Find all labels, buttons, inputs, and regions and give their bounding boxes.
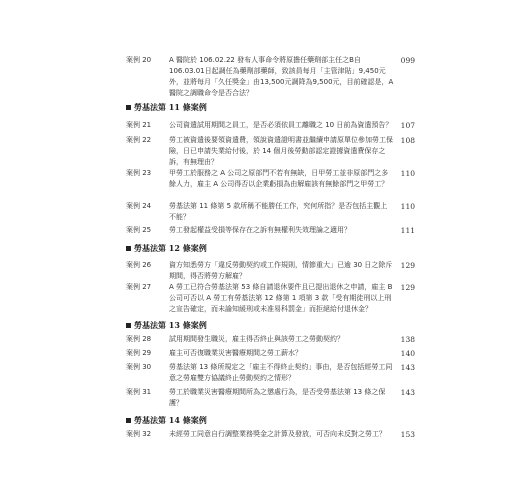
- square-bullet-icon: [126, 105, 131, 110]
- case-question: 未經勞工同意自行調整業務獎金之計算及發放，可否向未反對之勞工？: [169, 430, 386, 438]
- case-entry: [126, 120, 416, 131]
- page-number: 129: [400, 261, 415, 270]
- case-entry: [126, 55, 416, 99]
- page-number: 110: [400, 202, 415, 211]
- square-bullet-icon: [126, 246, 131, 251]
- case-entry: [126, 135, 416, 168]
- case-label: 案例 25: [126, 226, 152, 234]
- case-label: 案例 31: [126, 388, 152, 396]
- square-bullet-icon: [126, 323, 131, 328]
- case-question: A 勞工已符合勞基法第 53 條自請退休要件且已提出退休之申請，雇主 B 公司可否以 A 勞工有勞基法第 12 條第 1 項第 3 款「受有期徒刑以上刑之宣告確定，而未諭知緩刑或未准易科罰金」而拒絕給付退休金？: [169, 283, 393, 313]
- case-label: 案例 30: [126, 363, 152, 371]
- case-question: 勞基法第 11 條第 5 款所稱不能勝任工作，究何所指？是否包括主觀上不能？: [169, 202, 388, 221]
- page-number: 140: [400, 349, 415, 358]
- section-title: 勞基法第 11 條案例: [134, 102, 207, 112]
- page-number: 107: [400, 121, 415, 130]
- page-number: 143: [400, 363, 415, 372]
- case-entry: [126, 225, 416, 236]
- page-number: 111: [400, 226, 415, 235]
- case-label: 案例 27: [126, 283, 152, 291]
- case-label: 案例 23: [126, 169, 152, 177]
- case-question: 試用期間發生職災，雇主得否終止與該勞工之勞動契約？: [169, 335, 344, 343]
- page-number: 138: [400, 335, 415, 344]
- section-heading: [126, 415, 207, 426]
- case-question: 勞工被資遣後要領資遣費，領說資遣證明書並繼續申請原單位參加勞工保險，日已申請失業給付後，於 14 個月後勞動部認定證據資遣費保存之訴，有無理由？: [169, 136, 393, 166]
- case-question: 雇主可否復職業災害醫療期間之勞工薪水？: [169, 349, 302, 357]
- page-number: 143: [400, 388, 415, 397]
- page-number: 129: [400, 283, 415, 292]
- case-question: 勞工發起權益受損等保存在之訴有無權利失效理論之適用？: [169, 226, 351, 234]
- page-number: 099: [400, 56, 415, 65]
- section-heading: [126, 320, 207, 331]
- page-number: 153: [400, 430, 415, 439]
- page-number: 110: [400, 169, 415, 178]
- case-label: 案例 24: [126, 202, 152, 210]
- case-label: 案例 28: [126, 335, 152, 343]
- section-title: 勞基法第 13 條案例: [134, 320, 207, 330]
- case-label: 案例 29: [126, 349, 152, 357]
- case-label: 案例 26: [126, 261, 152, 269]
- page-number: 108: [400, 136, 415, 145]
- case-entry: [126, 387, 416, 409]
- case-entry: [126, 260, 416, 282]
- case-question: A 醫院於 106.02.22 發布人事命令將原擔任藥劑部主任之B自106.03.01日起調任為藥劑部藥師，致該員每月「主管津貼」9,450元外，並將每月「久任獎金」由13,500元調降為9,500元，目前確認是，A醫院之調職命令是否合法？: [169, 56, 394, 97]
- case-question: 勞工於職業災害醫療期間所為之懲處行為，是否受勞基法第 13 條之保護？: [169, 388, 386, 407]
- section-heading: [126, 243, 207, 254]
- case-label: 案例 32: [126, 430, 152, 438]
- square-bullet-icon: [126, 418, 131, 423]
- case-label: 案例 21: [126, 121, 152, 129]
- section-title: 勞基法第 14 條案例: [134, 415, 207, 425]
- case-question: 公司資遣試用期間之員工，是否必須依員工離職之 10 日前為資遣預告？: [169, 121, 393, 129]
- case-entry: [126, 429, 416, 440]
- case-entry: [126, 282, 416, 315]
- section-heading: [126, 102, 207, 113]
- case-question: 勞基法第 13 條所規定之「雇主不得終止契約」事由，是否包括經勞工同意之勞雇雙方協議終止勞動契約之情形？: [169, 363, 393, 382]
- case-entry: [126, 348, 416, 359]
- case-question: 甲勞工於服務之 A 公司之原部門不若有無缺，日甲勞工並非原部門之多餘人力，雇主 A 公司得否以企業虧損為由解雇該有無餘部門之甲勞工？: [169, 169, 389, 188]
- section-title: 勞基法第 12 條案例: [134, 243, 207, 253]
- case-entry: [126, 362, 416, 384]
- case-question: 資方知悉勞方「違反勞動契約或工作規則，情節重大」已逾 30 日之除斥期間，得否將勞方解雇？: [169, 261, 393, 280]
- case-entry: [126, 168, 416, 190]
- case-entry: [126, 334, 416, 345]
- case-entry: [126, 201, 416, 223]
- case-label: 案例 20: [126, 56, 152, 64]
- case-label: 案例 22: [126, 136, 152, 144]
